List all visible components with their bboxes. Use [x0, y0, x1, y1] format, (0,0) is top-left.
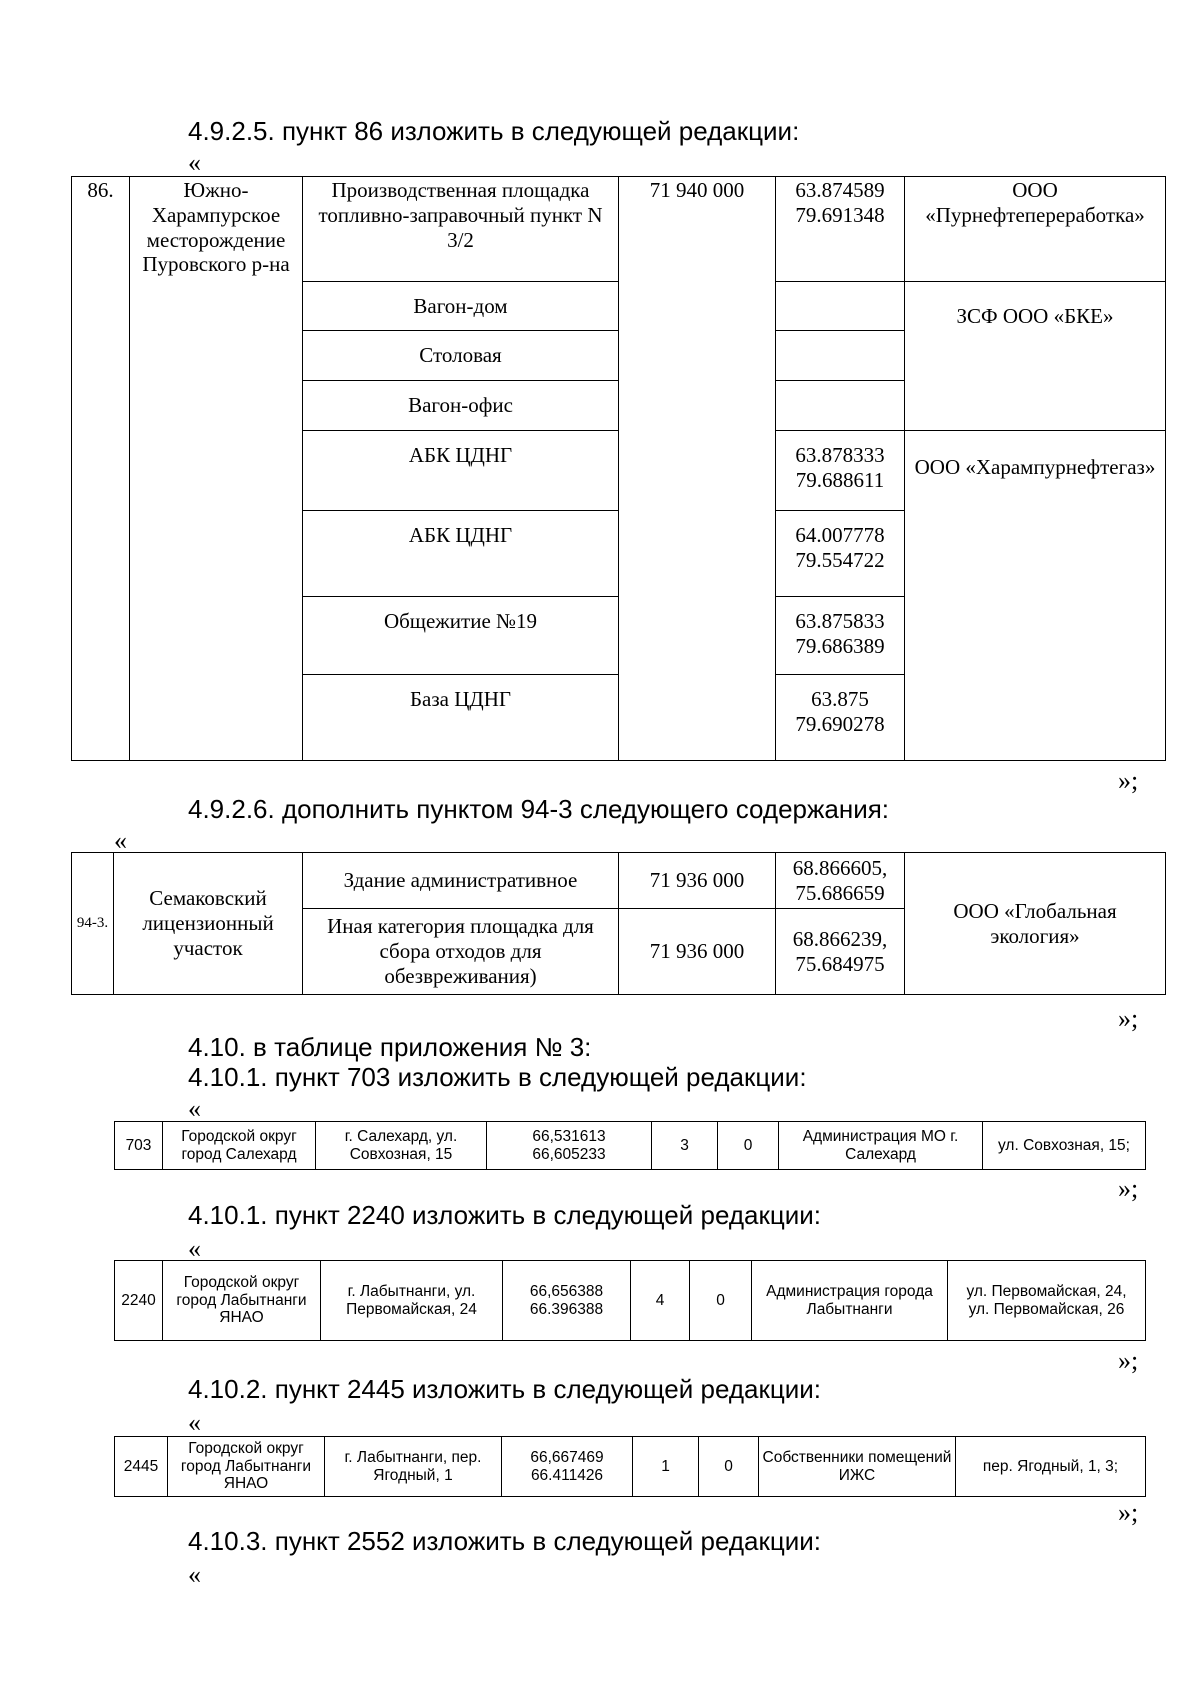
- cell-num: 94-3.: [72, 853, 114, 995]
- cell-object-2: Вагон-дом: [303, 282, 619, 331]
- quote-close: »;: [1118, 766, 1139, 795]
- cell-count-a: 3: [652, 1122, 718, 1170]
- cell-count-a: 4: [631, 1261, 690, 1341]
- lon: 79.690278: [795, 711, 885, 736]
- quote-open: «: [188, 1408, 201, 1437]
- lat: 63.878333: [795, 443, 885, 467]
- cell-field: Южно-Харампурское месторождение Пуровского р-на: [130, 177, 303, 761]
- cell-owner-3: ООО «Харампурнефтегаз»: [905, 431, 1166, 761]
- lat: 64.007778: [795, 523, 885, 547]
- quote-close: »;: [1118, 1174, 1139, 1203]
- lon: 75.686659: [795, 880, 885, 905]
- cell-num: 86.: [72, 177, 130, 761]
- lon: 66,605233: [532, 1145, 606, 1163]
- cell-coords-5: [776, 431, 905, 511]
- table-point-94-3: [71, 852, 1166, 995]
- cell-coords-6: [776, 511, 905, 597]
- section-heading-4-10-1-703: 4.10.1. пункт 703 изложить в следующей редакции:: [188, 1062, 807, 1092]
- table-point-86: [71, 176, 1166, 761]
- cell-coords: [502, 1437, 633, 1497]
- quote-close: »;: [1118, 1004, 1139, 1033]
- cell-object-5: АБК ЦДНГ: [303, 431, 619, 511]
- table-point-2445: [114, 1436, 1146, 1497]
- lat: 66,667469: [530, 1448, 604, 1466]
- lon: 79.554722: [795, 547, 885, 572]
- quote-close: »;: [1118, 1346, 1139, 1375]
- cell-served: [948, 1261, 1146, 1341]
- section-heading-4-10-2-2445: 4.10.2. пункт 2445 изложить в следующей редакции:: [188, 1374, 822, 1404]
- cell-owner: Администрация МО г. Салехард: [779, 1122, 983, 1170]
- cell-coords: [503, 1261, 631, 1341]
- quote-open: «: [188, 148, 201, 177]
- lon: 79.691348: [795, 202, 885, 227]
- cell-coords-1: [776, 853, 905, 909]
- section-heading-4-10-1-2240: 4.10.1. пункт 2240 изложить в следующей редакции:: [188, 1200, 822, 1230]
- cell-owner: Собственники помещений ИЖС: [759, 1437, 956, 1497]
- cell-num: 2240: [115, 1261, 163, 1341]
- cell-coords-1: [776, 177, 905, 282]
- served-2: ул. Первомайская, 26: [968, 1300, 1125, 1318]
- served-1: ул. Первомайская, 24,: [966, 1282, 1127, 1300]
- quote-open: «: [188, 1560, 201, 1589]
- cell-served: ул. Совхозная, 15;: [983, 1122, 1146, 1170]
- cell-object-8: База ЦДНГ: [303, 675, 619, 761]
- cell-owner: ООО «Глобальная экология»: [905, 853, 1166, 995]
- cell-area: Городской округ город Лабытнанги ЯНАО: [163, 1261, 321, 1341]
- lon: 79.688611: [795, 467, 885, 492]
- lat: 66,531613: [532, 1127, 606, 1145]
- cell-coords-8: [776, 675, 905, 761]
- cell-coords: [487, 1122, 652, 1170]
- lat: 68.866239,: [792, 926, 888, 951]
- quote-close: »;: [1118, 1498, 1139, 1527]
- lat: 63.875833: [795, 609, 885, 633]
- quote-open: «: [188, 1234, 201, 1263]
- cell-object-3: Столовая: [303, 331, 619, 381]
- cell-object-1: Производственная площадка топливно-заправочный пункт N 3/2: [303, 177, 619, 282]
- cell-address: г. Лабытнанги, ул. Первомайская, 24: [321, 1261, 503, 1341]
- lat: 66,656388: [529, 1282, 604, 1300]
- section-heading-4-10: 4.10. в таблице приложения № 3:: [188, 1032, 592, 1062]
- table-point-703: [114, 1121, 1146, 1170]
- section-heading-4-10-3-2552: 4.10.3. пункт 2552 изложить в следующей редакции:: [188, 1526, 822, 1556]
- cell-owner: Администрация города Лабытнанги: [752, 1261, 948, 1341]
- lat: 63.875: [811, 687, 869, 711]
- quote-open: «: [114, 826, 127, 855]
- cell-owner-2: ЗСФ ООО «БКЕ»: [905, 282, 1166, 431]
- lat: 68.866605,: [792, 855, 888, 880]
- cell-served: пер. Ягодный, 1, 3;: [956, 1437, 1146, 1497]
- cell-coords-7: [776, 597, 905, 675]
- cell-area: Городской округ город Лабытнанги ЯНАО: [168, 1437, 325, 1497]
- cell-count-b: 0: [718, 1122, 779, 1170]
- cell-num: 703: [115, 1122, 163, 1170]
- cell-address: г. Лабытнанги, пер. Ягодный, 1: [325, 1437, 502, 1497]
- section-heading-4-9-2-5: 4.9.2.5. пункт 86 изложить в следующей редакции:: [188, 116, 800, 146]
- cell-object-1: Здание административное: [303, 853, 619, 909]
- lon: 66.411426: [530, 1466, 604, 1484]
- cell-count-b: 0: [690, 1261, 752, 1341]
- lon: 79.686389: [795, 633, 885, 658]
- lon: 75.684975: [795, 951, 885, 976]
- quote-open: «: [188, 1094, 201, 1123]
- cell-coords-4: [776, 381, 905, 431]
- lon: 66.396388: [529, 1300, 604, 1318]
- cell-object-2: Иная категория площадка для сбора отходов для обезвреживания): [303, 909, 619, 995]
- cell-area: Городской округ город Салехард: [163, 1122, 316, 1170]
- cell-oktmo-1: 71 936 000: [619, 853, 776, 909]
- cell-coords-3: [776, 331, 905, 381]
- cell-oktmo: 71 940 000: [619, 177, 776, 761]
- cell-owner-1: ООО «Пурнефтепереработка»: [905, 177, 1166, 282]
- cell-object-6: АБК ЦДНГ: [303, 511, 619, 597]
- cell-field: Семаковский лицензионный участок: [114, 853, 303, 995]
- cell-num: 2445: [115, 1437, 168, 1497]
- cell-count-a: 1: [633, 1437, 699, 1497]
- table-point-2240: [114, 1260, 1146, 1341]
- cell-address: г. Салехард, ул. Совхозная, 15: [316, 1122, 487, 1170]
- cell-count-b: 0: [699, 1437, 759, 1497]
- section-heading-4-9-2-6: 4.9.2.6. дополнить пунктом 94-3 следующего содержания:: [188, 794, 890, 824]
- cell-coords-2: [776, 282, 905, 331]
- lat: 63.874589: [795, 178, 885, 202]
- cell-object-7: Общежитие №19: [303, 597, 619, 675]
- cell-coords-2: [776, 909, 905, 995]
- cell-object-4: Вагон-офис: [303, 381, 619, 431]
- cell-oktmo-2: 71 936 000: [619, 909, 776, 995]
